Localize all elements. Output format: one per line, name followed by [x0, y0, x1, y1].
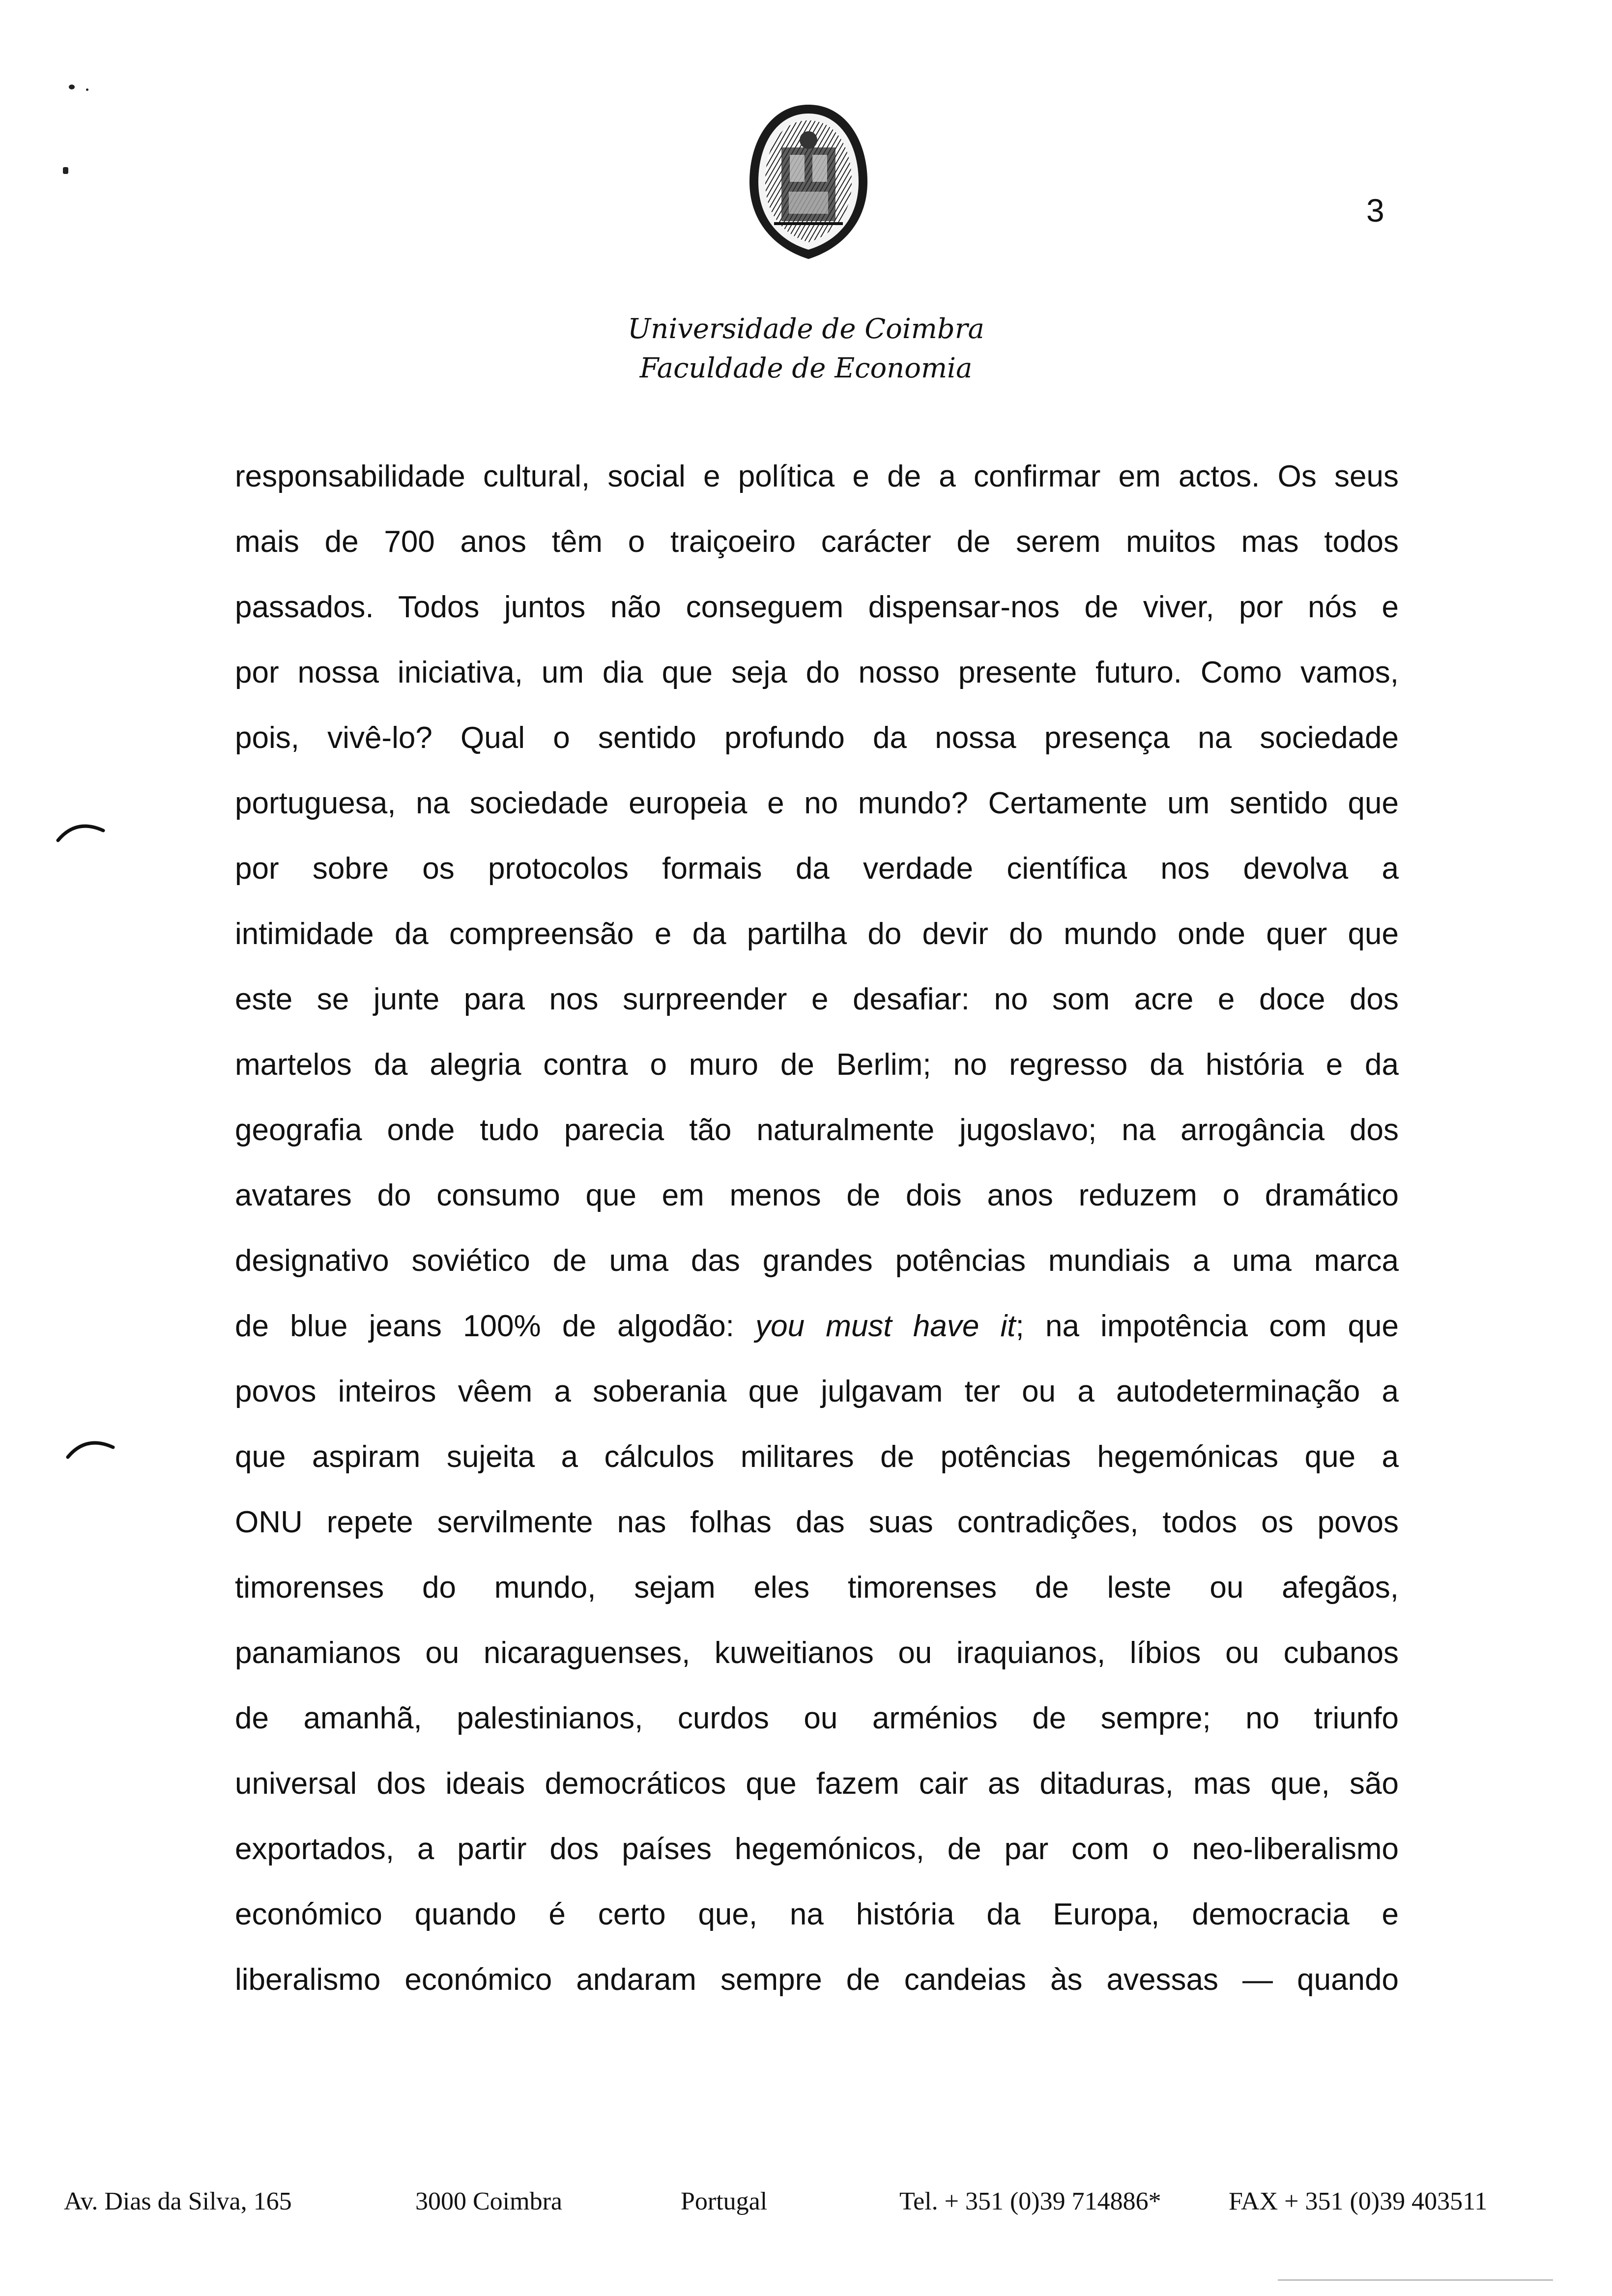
text-line: liberalismo económico andaram sempre de candeias às avessas — quando — [235, 1963, 1399, 1997]
text-line: portuguesa, na sociedade europeia e no mundo? Certamente um sentido que — [235, 786, 1399, 820]
text-line: que aspiram sujeita a cálculos militares de potências hegemónicas que a — [235, 1440, 1399, 1474]
margin-mark-icon — [54, 816, 108, 845]
italic-phrase: you must have it — [755, 1309, 1016, 1343]
text-line: intimidade da compreensão e da partilha do devir do mundo onde quer que — [235, 917, 1399, 951]
text-line: ONU repete servilmente nas folhas das suas contradições, todos os povos — [235, 1505, 1399, 1539]
text-line: exportados, a partir dos países hegemónicos, de par com o neo-liberalismo — [235, 1832, 1399, 1866]
text-line: mais de 700 anos têm o traiçoeiro carácter de serem muitos mas todos — [235, 525, 1399, 559]
scan-speck — [69, 85, 75, 89]
text-segment: ; na impotência com que — [1015, 1309, 1399, 1343]
text-line: de amanhã, palestinianos, curdos ou arménios de sempre; no triunfo — [235, 1701, 1399, 1735]
text-line: timorenses do mundo, sejam eles timorenses de leste ou afegãos, — [235, 1571, 1399, 1605]
scan-speck — [86, 88, 88, 91]
text-line: martelos da alegria contra o muro de Berlim; no regresso da história e da — [235, 1048, 1399, 1082]
text-line: designativo soviético de uma das grandes potências mundiais a uma marca — [235, 1244, 1399, 1278]
text-line-with-italic — [235, 1302, 1399, 1367]
footer-address: Av. Dias da Silva, 165 — [64, 2187, 292, 2215]
page-number: 3 — [1366, 192, 1384, 229]
text-line: responsabilidade cultural, social e política e de a confirmar em actos. Os seus — [235, 459, 1399, 493]
footer-city: 3000 Coimbra — [415, 2187, 562, 2215]
scan-speck — [63, 167, 68, 174]
text-line: económico quando é certo que, na história da Europa, democracia e — [235, 1897, 1399, 1931]
text-line: passados. Todos juntos não conseguem dispensar-nos de viver, por nós e — [235, 590, 1399, 624]
text-line: este se junte para nos surpreender e desafiar: no som acre e doce dos — [235, 982, 1399, 1016]
university-name: Universidade de Coimbra — [628, 313, 984, 345]
text-line: universal dos ideais democráticos que fazem cair as ditaduras, mas que, são — [235, 1767, 1399, 1801]
text-line: geografia onde tudo parecia tão naturalmente jugoslavo; na arrogância dos — [235, 1113, 1399, 1147]
text-line: povos inteiros vêem a soberania que julgavam ter ou a autodeterminação a — [235, 1375, 1399, 1408]
text-line: por sobre os protocolos formais da verdade científica nos devolva a — [235, 852, 1399, 886]
footer-country: Portugal — [681, 2187, 768, 2215]
text-line: por nossa iniciativa, um dia que seja do nosso presente futuro. Como vamos, — [235, 656, 1399, 689]
footer-tel: Tel. + 351 (0)39 714886* — [899, 2187, 1161, 2215]
footer-rule — [1278, 2279, 1553, 2281]
faculty-name: Faculdade de Economia — [639, 352, 973, 384]
text-line: pois, vivê-lo? Qual o sentido profundo da nossa presença na sociedade — [235, 721, 1399, 755]
margin-mark-icon — [64, 1433, 118, 1462]
text-segment: de blue jeans 100% de algodão: — [235, 1309, 734, 1343]
letterhead — [491, 310, 1121, 388]
body-text — [235, 452, 1399, 2021]
text-line: avatares do consumo que em menos de dois anos reduzem o dramático — [235, 1178, 1399, 1212]
university-seal-icon — [745, 101, 872, 263]
text-line: panamianos ou nicaraguenses, kuweitianos ou iraquianos, líbios ou cubanos — [235, 1636, 1399, 1670]
footer-fax: FAX + 351 (0)39 403511 — [1229, 2187, 1488, 2215]
